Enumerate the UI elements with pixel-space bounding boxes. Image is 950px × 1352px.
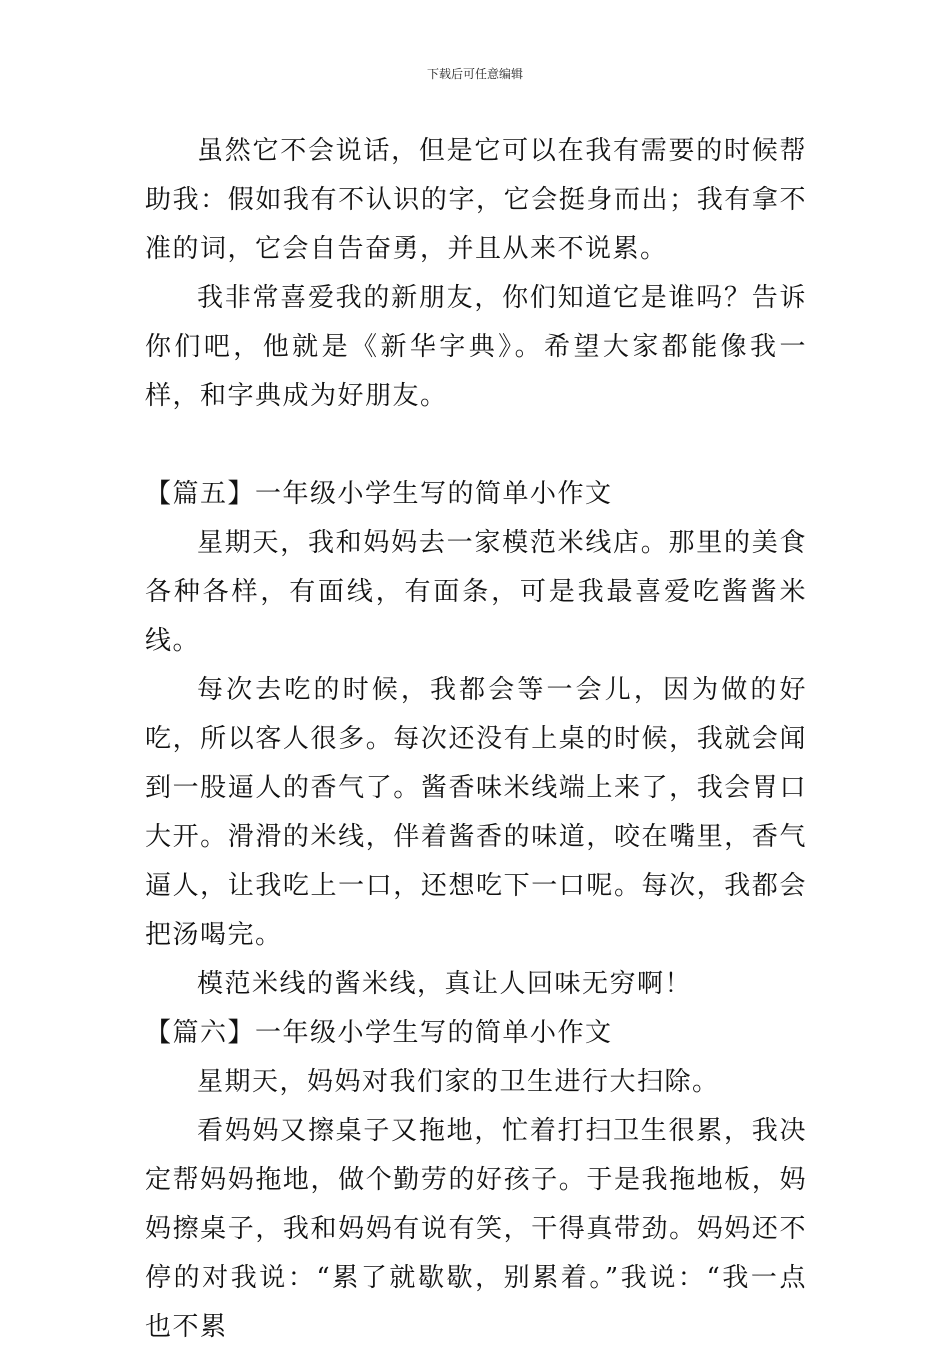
section-heading-six: 【篇六】一年级小学生写的简单小作文: [145, 1018, 613, 1048]
paragraph-eating-noodles: 每次去吃的时候，我都会等一会儿，因为做的好吃，所以客人很多。每次还没有上桌的时候，我就会闻到一股逼人的香气了。酱香味米线端上来了，我会胃口大开。滑滑的米线，伴着酱香的味道，咬在嘴里，香气逼人，让我吃上一口，还想吃下一口呢。每次，我都会把汤喝完。: [145, 675, 807, 950]
page-header: 下载后可任意编辑: [426, 67, 523, 81]
paragraph-noodle-conclusion: 模范米线的酱米线，真让人回味无穷啊！: [197, 969, 693, 999]
paragraph-dictionary-friend: 我非常喜爱我的新朋友，你们知道它是谁吗？告诉你们吧，他就是《新华字典》。希望大家都能像我一样，和字典成为好朋友。: [145, 283, 807, 411]
section-heading-five: 【篇五】一年级小学生写的简单小作文: [145, 479, 613, 509]
paragraph-helping-mom: 看妈妈又擦桌子又拖地，忙着打扫卫生很累，我决定帮妈妈拖地，做个勤劳的好孩子。于是我拖地板，妈妈擦桌子，我和妈妈有说有笑，干得真带劲。妈妈还不停的对我说：“累了就歇歇，别累着。”我说：“我一点也不累: [145, 1116, 807, 1342]
paragraph-noodle-shop: 星期天，我和妈妈去一家模范米线店。那里的美食各种各样，有面线，有面条，可是我最喜爱吃酱酱米线。: [145, 528, 807, 656]
paragraph-dictionary-helper: 虽然它不会说话，但是它可以在我有需要的时候帮助我：假如我有不认识的字，它会挺身而出；我有拿不准的词，它会自告奋勇，并且从来不说累。: [145, 136, 807, 264]
section-spacer: [145, 421, 807, 470]
document-body: [145, 127, 807, 1352]
paragraph-cleaning-day: 星期天，妈妈对我们家的卫生进行大扫除。: [197, 1067, 720, 1097]
